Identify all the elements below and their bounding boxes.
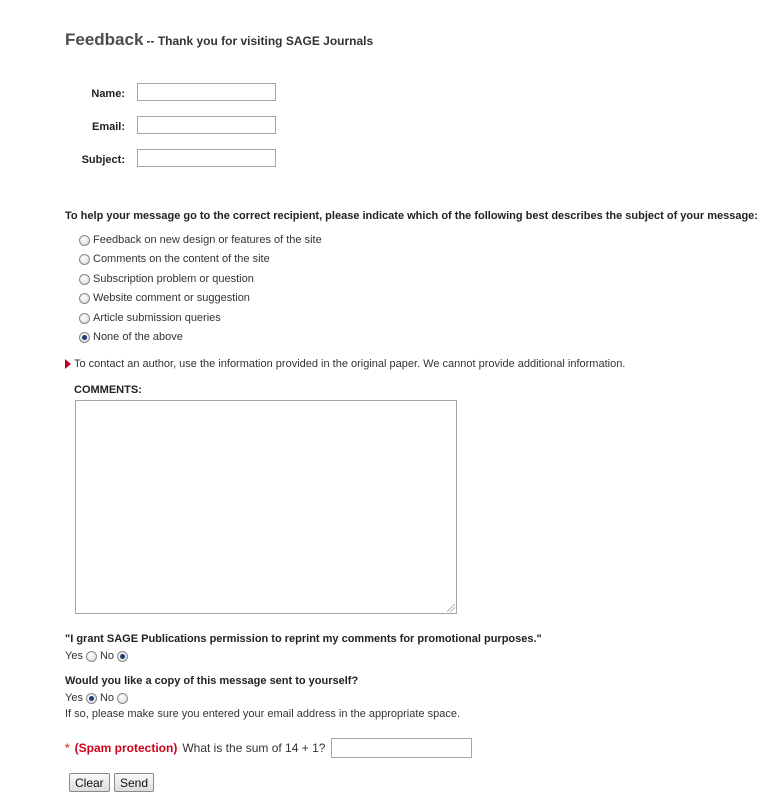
- radio-button[interactable]: [79, 332, 90, 343]
- send-button[interactable]: Send: [114, 773, 154, 792]
- copy-no-label: No: [99, 692, 115, 704]
- topic-option[interactable]: [79, 232, 322, 248]
- contact-note: [65, 358, 625, 370]
- page-title: [65, 30, 373, 50]
- topic-option[interactable]: [79, 290, 250, 306]
- name-label: Name:: [91, 88, 125, 100]
- radio-button[interactable]: [79, 313, 90, 324]
- copy-no-radio[interactable]: [117, 693, 128, 704]
- copy-question: Would you like a copy of this message sent to yourself?: [65, 675, 359, 687]
- topic-option[interactable]: [79, 251, 270, 267]
- permission-no-radio[interactable]: [117, 651, 128, 662]
- email-input[interactable]: [137, 116, 276, 134]
- required-star: *: [65, 741, 70, 755]
- topic-option[interactable]: [79, 310, 221, 326]
- permission-question: "I grant SAGE Publications permission to reprint my comments for promotional purposes.": [65, 633, 542, 645]
- spam-protection: [65, 738, 472, 758]
- spam-question: What is the sum of 14 + 1?: [182, 741, 326, 755]
- permission-yes-radio[interactable]: [86, 651, 97, 662]
- spam-label: (Spam protection): [74, 741, 178, 755]
- comments-label: COMMENTS:: [74, 384, 142, 396]
- topic-option-label: Subscription problem or question: [93, 273, 254, 285]
- subject-input[interactable]: [137, 149, 276, 167]
- comments-textarea[interactable]: [75, 400, 457, 614]
- page-subtitle: -- Thank you for visiting SAGE Journals: [146, 34, 374, 48]
- topic-option[interactable]: [79, 271, 254, 287]
- clear-button[interactable]: Clear: [69, 773, 110, 792]
- radio-button[interactable]: [79, 293, 90, 304]
- topic-option[interactable]: [79, 329, 183, 345]
- topic-option-label: Feedback on new design or features of the site: [93, 234, 322, 246]
- page-title-main: Feedback: [65, 30, 144, 49]
- permission-choice: [65, 650, 131, 662]
- topic-option-label: None of the above: [93, 331, 183, 343]
- topic-option-label: Comments on the content of the site: [93, 253, 270, 265]
- radio-button[interactable]: [79, 235, 90, 246]
- topic-option-label: Website comment or suggestion: [93, 292, 250, 304]
- resize-grip-icon[interactable]: [447, 604, 455, 612]
- topic-question: To help your message go to the correct recipient, please indicate which of the following best describes the subject of your message:: [65, 210, 758, 222]
- radio-button[interactable]: [79, 274, 90, 285]
- copy-note: If so, please make sure you entered your email address in the appropriate space.: [65, 708, 461, 720]
- copy-choice: [65, 692, 131, 704]
- permission-no-label: No: [99, 650, 115, 662]
- subject-label: Subject:: [81, 154, 125, 166]
- permission-yes-label: Yes: [65, 650, 83, 662]
- spam-answer-input[interactable]: [331, 738, 472, 758]
- contact-note-text: To contact an author, use the information provided in the original paper. We cannot provide additional information.: [74, 358, 626, 370]
- name-input[interactable]: [137, 83, 276, 101]
- copy-yes-radio[interactable]: [86, 693, 97, 704]
- topic-option-label: Article submission queries: [93, 312, 221, 324]
- radio-button[interactable]: [79, 254, 90, 265]
- copy-yes-label: Yes: [65, 692, 83, 704]
- arrow-right-icon: [65, 359, 71, 369]
- email-label: Email:: [91, 121, 125, 133]
